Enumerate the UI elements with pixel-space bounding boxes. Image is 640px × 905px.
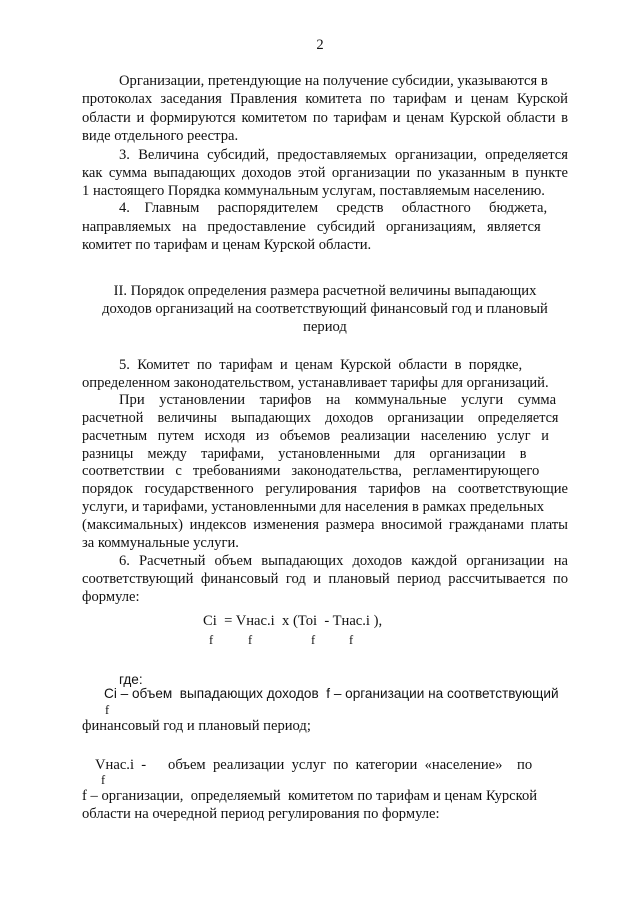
text-line: определенном законодательством, устанавливает тарифы для организаций. — [82, 375, 549, 391]
text-line: области на очередной период регулирования по формуле: — [82, 806, 440, 822]
text-line: 4. Главным распорядителем средств областного бюджета, — [119, 200, 548, 216]
ci-continuation: финансовый год и плановый период; — [82, 718, 311, 734]
vnas-subscript: f — [101, 773, 106, 787]
page-number: 2 — [316, 37, 324, 53]
text-line: услуги, и тарифами, установленными для населения в рамках предельных — [82, 499, 545, 515]
text-line: комитет по тарифам и ценам Курской области. — [82, 237, 372, 253]
text-line: (максимальных) индексов изменения размера вносимой гражданами платы — [82, 517, 568, 533]
text-line: 1 настоящего Порядка коммунальным услугам, поставляемым населению. — [82, 183, 545, 199]
text-line: расчетной величины выпадающих доходов организации определяется — [82, 410, 559, 426]
text-line: Организации, претендующие на получение субсидии, указываются в — [119, 73, 548, 89]
text-line: направляемых на предоставление субсидий организациям, является — [82, 219, 541, 235]
text-line: расчетным путем исходя из объемов реализации населению услуг и — [82, 428, 549, 444]
ci-definition: Ci – объем выпадающих доходов f – организации на соответствующий — [104, 686, 559, 701]
text-line: 3. Величина субсидий, предоставляемых организации, определяется — [119, 147, 568, 163]
text-line: за коммунальные услуги. — [82, 535, 239, 551]
text-line: 6. Расчетный объем выпадающих доходов каждой организации на — [119, 553, 568, 569]
formula-subscript: f — [248, 633, 253, 647]
ci-subscript: f — [105, 703, 110, 717]
text-line: При установлении тарифов на коммунальные услуги сумма — [119, 392, 557, 408]
heading-line: доходов организаций на соответствующий финансовый год и плановый — [102, 301, 548, 317]
where-label: где: — [119, 672, 143, 687]
text-line: порядок государственного регулирования тарифов на соответствующие — [82, 481, 568, 497]
heading-line: II. Порядок определения размера расчетной величины выпадающих — [113, 283, 537, 299]
text-line: соответствующий финансовый год и плановый период рассчитывается по — [82, 571, 568, 587]
text-line: области и формируются комитетом по тарифам и ценам Курской области в — [82, 110, 568, 126]
text-line: f – организации, определяемый комитетом по тарифам и ценам Курской — [82, 788, 538, 804]
formula-main: Ci = Vнас.i x (Toi - Tнас.i ), — [203, 613, 383, 629]
formula-subscript: f — [209, 633, 214, 647]
text-line: разницы между тарифами, установленными для организации в — [82, 446, 527, 462]
text-line: 5. Комитет по тарифам и ценам Курской области в порядке, — [119, 357, 523, 373]
formula-subscript: f — [311, 633, 316, 647]
text-line: как сумма выпадающих доходов этой организации по указанным в пункте — [82, 165, 568, 181]
text-line: протоколах заседания Правления комитета по тарифам и ценам Курской — [82, 91, 568, 107]
heading-line: период — [303, 319, 347, 335]
vnas-definition: Vнас.i - объем реализации услуг по категории «население» по — [95, 757, 533, 773]
text-line: виде отдельного реестра. — [82, 128, 239, 144]
text-line: формуле: — [82, 589, 140, 605]
text-line: соответствии с требованиями законодательства, регламентирующего — [82, 463, 540, 479]
formula-subscript: f — [349, 633, 354, 647]
